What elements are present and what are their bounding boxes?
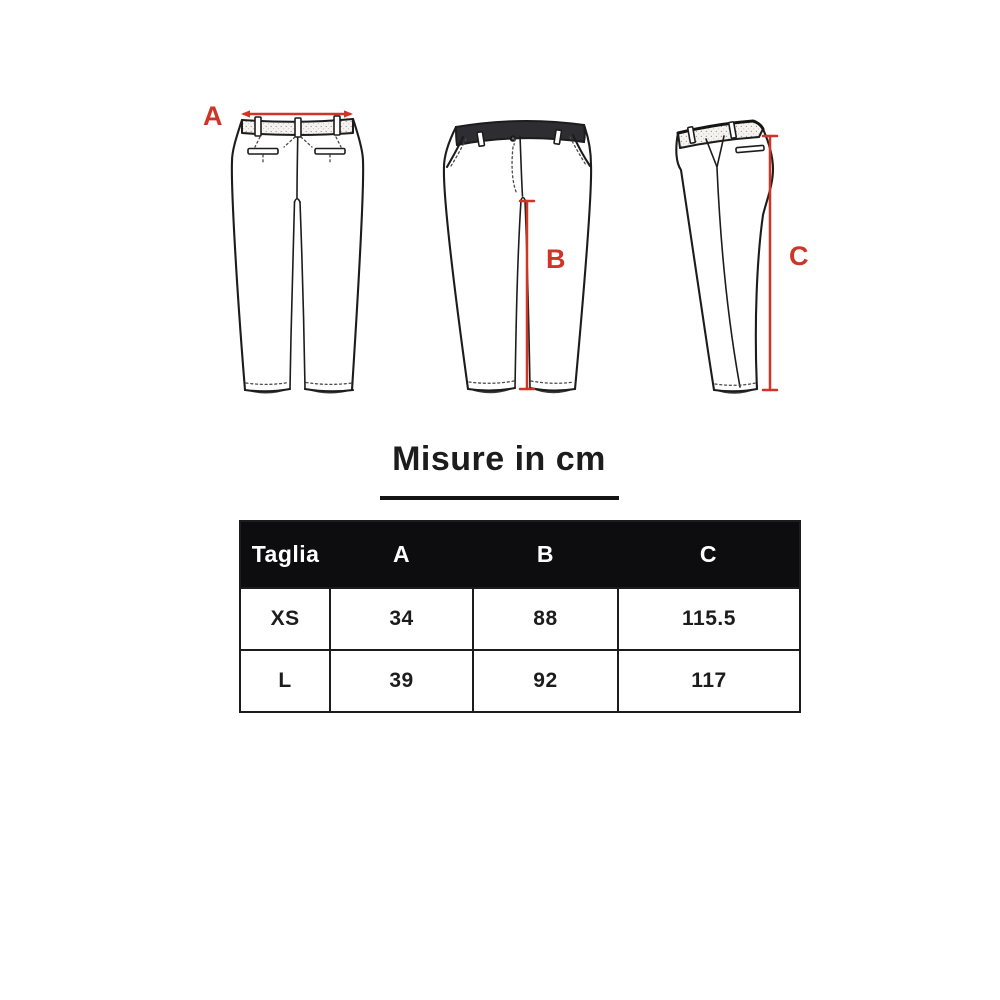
- size-table-header-a: A: [330, 521, 473, 588]
- pants-back-view-drawing: [220, 105, 380, 400]
- title-underline: [380, 496, 619, 500]
- pants-side-view-drawing: [660, 105, 810, 405]
- hems: [468, 381, 575, 393]
- hems: [245, 383, 353, 394]
- size-table: [239, 520, 801, 713]
- dimension-line-c: [763, 136, 777, 390]
- pant-outline: [232, 119, 363, 390]
- measure-label-a: A: [203, 101, 223, 131]
- size-table-cell: 115.5: [618, 588, 800, 650]
- size-table-cell: 92: [473, 650, 618, 712]
- size-table-cell: L: [240, 650, 330, 712]
- size-table-cell: 39: [330, 650, 473, 712]
- pant-outline: [676, 129, 773, 390]
- size-table-cell: 117: [618, 650, 800, 712]
- size-table-cell: 34: [330, 588, 473, 650]
- measure-label-b: B: [546, 244, 566, 274]
- size-table-header-c: C: [618, 521, 800, 588]
- size-table-cell: 88: [473, 588, 618, 650]
- pants-front-view-drawing: [435, 105, 605, 405]
- size-table-header-b: B: [473, 521, 618, 588]
- measure-label-c: C: [789, 241, 809, 271]
- waistband: [242, 116, 353, 137]
- fly-stitching: [512, 136, 522, 196]
- size-table-row-l: [240, 650, 800, 712]
- pant-outline: [444, 125, 591, 389]
- size-table-row-xs: [240, 588, 800, 650]
- hems: [714, 383, 757, 394]
- back-welt-pockets: [248, 149, 345, 155]
- waistband: [678, 121, 763, 148]
- size-table-header-taglia: Taglia: [240, 521, 330, 588]
- size-table-header-row: [240, 521, 800, 588]
- back-welt-pocket: [736, 145, 764, 152]
- size-table-cell: XS: [240, 588, 330, 650]
- section-title: Misure in cm: [392, 440, 606, 478]
- dimension-line-b: [520, 201, 534, 389]
